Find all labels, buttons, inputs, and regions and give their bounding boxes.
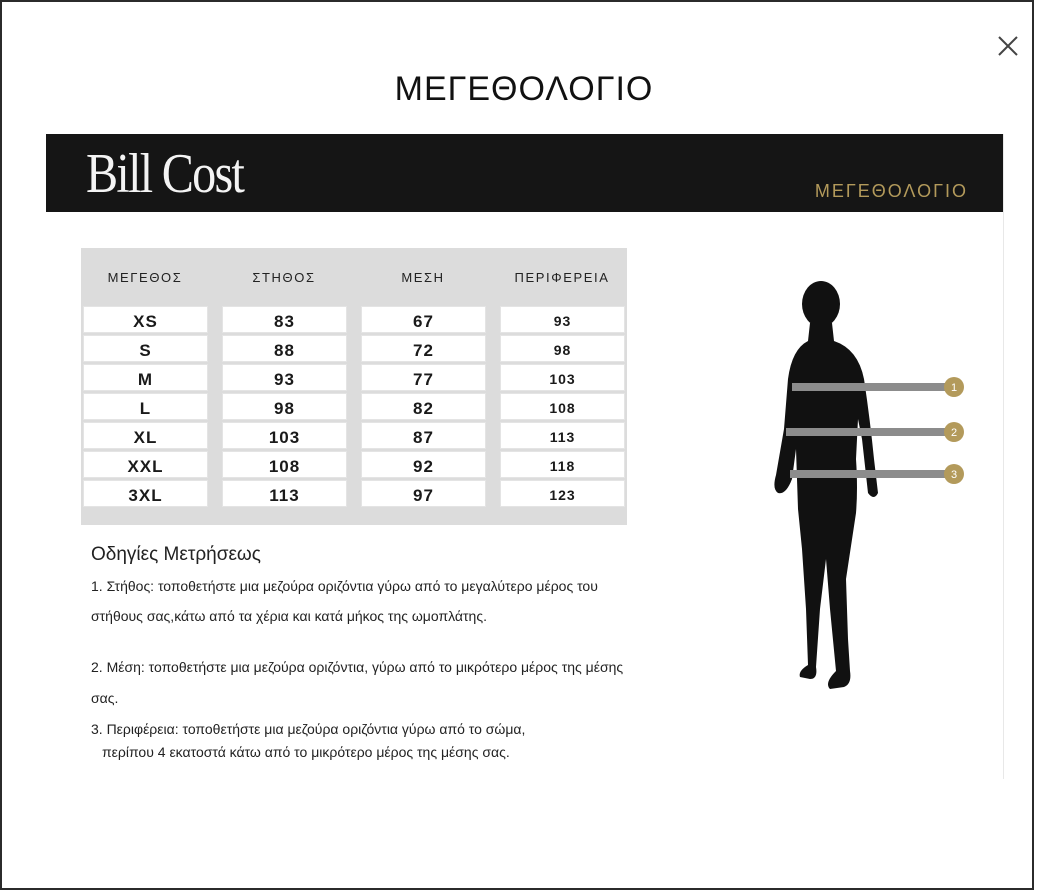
table-cell: 123 — [500, 480, 625, 507]
body-silhouette-figure — [766, 279, 956, 704]
brand-logo: Bill Cost — [86, 143, 244, 205]
table-cell: 93 — [500, 306, 625, 333]
table-cell: XL — [83, 422, 208, 449]
table-cell: XXL — [83, 451, 208, 478]
table-cell: 113 — [222, 480, 347, 507]
table-cell: 67 — [361, 306, 486, 333]
table-cell: 82 — [361, 393, 486, 420]
size-chart-image — [46, 134, 1004, 779]
table-cell: 83 — [222, 306, 347, 333]
marker-3-label: 3 — [950, 469, 958, 481]
header-hips: ΠΕΡΙΦΕΡΕΙΑ — [514, 270, 610, 285]
table-cell: 77 — [361, 364, 486, 391]
close-icon — [994, 32, 1022, 60]
instructions-title: Οδηγίες Μετρήσεως — [91, 544, 261, 565]
instruction-line: σας. — [91, 690, 119, 706]
header-size: ΜΕΓΕΘΟΣ — [107, 270, 183, 285]
marker-1-label: 1 — [950, 382, 958, 394]
table-cell: 108 — [222, 451, 347, 478]
table-cell: 92 — [361, 451, 486, 478]
table-cell: 113 — [500, 422, 625, 449]
modal-title: ΜΕΓΕΘΟΛΟΓΙΟ — [394, 70, 654, 108]
silhouette-shape — [774, 281, 878, 689]
table-cell: S — [83, 335, 208, 362]
header-waist: ΜΕΣΗ — [401, 270, 445, 285]
table-cell: 88 — [222, 335, 347, 362]
header-chest: ΣΤΗΘΟΣ — [252, 270, 316, 285]
table-cell: XS — [83, 306, 208, 333]
table-cell: L — [83, 393, 208, 420]
banner-subtitle: ΜΕΓΕΘΟΛΟΓΙΟ — [814, 181, 968, 201]
marker-2-label: 2 — [950, 427, 958, 439]
close-button[interactable] — [994, 32, 1022, 60]
brand-banner — [46, 134, 1003, 212]
instruction-line: 2. Μέση: τοποθετήστε μια μεζούρα οριζόντια, γύρω από το μικρότερο μέρος της μέσης — [91, 659, 624, 675]
instruction-line: 3. Περιφέρεια: τοποθετήστε μια μεζούρα οριζόντια γύρω από το σώμα, — [91, 721, 526, 737]
table-cell: M — [83, 364, 208, 391]
table-cell: 72 — [361, 335, 486, 362]
table-cell: 98 — [222, 393, 347, 420]
table-cell: 118 — [500, 451, 625, 478]
size-table — [81, 248, 627, 525]
instruction-line: 1. Στήθος: τοποθετήστε μια μεζούρα οριζόντια γύρω από το μεγαλύτερο μέρος του — [91, 578, 598, 594]
table-cell: 98 — [500, 335, 625, 362]
table-cell: 103 — [222, 422, 347, 449]
table-cell: 103 — [500, 364, 625, 391]
table-cell: 108 — [500, 393, 625, 420]
instruction-line: περίπου 4 εκατοστά κάτω από το μικρότερο μέρος της μέσης σας. — [102, 744, 510, 760]
instruction-line: στήθους σας,κάτω από τα χέρια και κατά μήκος της ωμοπλάτης. — [91, 608, 487, 624]
table-cell: 97 — [361, 480, 486, 507]
table-cell: 87 — [361, 422, 486, 449]
table-cell: 93 — [222, 364, 347, 391]
table-cell: 3XL — [83, 480, 208, 507]
